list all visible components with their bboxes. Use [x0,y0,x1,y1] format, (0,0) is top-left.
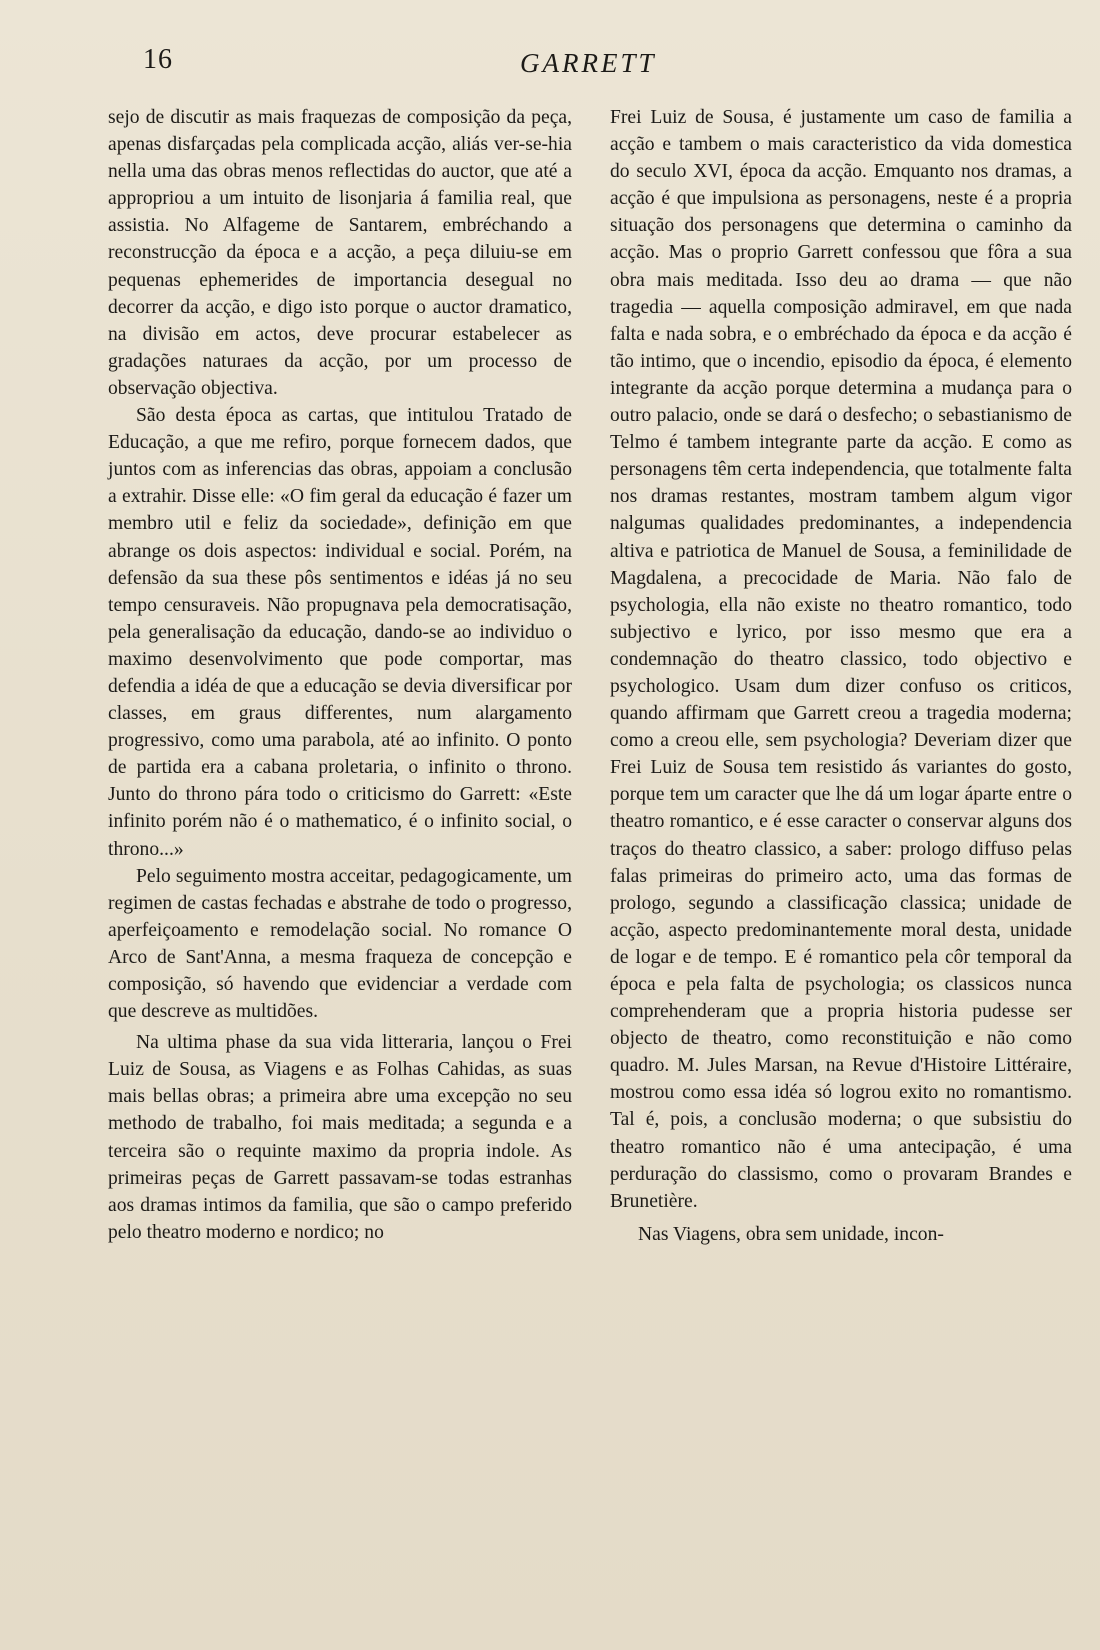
page-number: 16 [143,44,173,75]
left-paragraph-1: sejo de discutir as mais fraquezas de composição da peça, apenas disfarçadas pela complicada acção, aliás ver-se-hia nella uma das obras menos reflectidas do auctor, que até a appropriou a um intuito de lisonjaria á familia real, que assistia. No Alfageme de Santarem, embréchando a reconstrucção da época e a acção, a peça diluiu-se em pequenas ephemerides de importancia desegual no decorrer da acção, e digo isto porque o auctor dramatico, na divisão em actos, deve procurar estabelecer as gradações naturaes da acção, por um processo de observação objectiva. [108,107,572,399]
left-paragraph-2: São desta época as cartas, que intitulou Tratado de Educação, a que me refiro, porque fornecem dados, que juntos com as inferencias das obras, appoiam a conclusão a extrahir. Disse elle: «O fim geral da educação é fazer um membro util e feliz da sociedade», definição em que abrange os dois aspectos: individual e social. Porém, na defensão da sua these pôs sentimentos e idéas já no seu tempo censuraveis. Não propugnava pela democratisação, pela generalisação da educação, dando-se ao individuo o maximo desenvolvimento que pode comportar, mas defendia a idéa de que a educação se devia diversificar por classes, em graus differentes, num alargamento progressivo, como uma parabola, até ao infinito. O ponto de partida era a cabana proletaria, o infinito o throno. Junto do throno pára todo o criticismo do Garrett: «Este infinito porém não é o mathematico, é o infinito social, o throno...» [108,405,572,860]
right-text-column [610,104,1072,1248]
running-title: GARRETT [520,48,657,78]
left-paragraph-3: Pelo seguimento mostra acceitar, pedagogicamente, um regimen de castas fechadas e abstrahe de todo o progresso, aperfeiçoamento e remodelação social. No romance O Arco de Sant'Anna, a mesma fraqueza de concepção e composição, só havendo que evidenciar a verdade com que descreve as multidões. [108,865,572,1023]
right-paragraph-2: Nas Viagens, obra sem unidade, incon- [638,1223,944,1245]
left-text-column [108,104,572,1246]
right-paragraph-1: Frei Luiz de Sousa, é justamente um caso de familia a acção e tambem o mais caracteristico da vida domestica do seculo XVI, época da acção. Emquanto nos dramas, a acção é que impulsiona as personagens, neste é a propria situação dos personagens que determina o caminho da acção. Mas o proprio Garrett confessou que fôra a sua obra mais meditada. Isso deu ao drama — que não tragedia — aquella composição admiravel, em que nada falta e nada sobra, e o embréchado da época e da acção é tão intimo, que o incendio, episodio da época, é elemento integrante da acção porque determina a mudança para o outro palacio, onde se dará o desfecho; o sebastianismo de Telmo é tambem integrante parte da acção. E como as personagens têm certa independencia, que totalmente falta nos dramas restantes, mostram tambem algum vigor nalgumas qualidades predominantes, a independencia altiva e patriotica de Manuel de Sousa, a feminilidade de Magdalena, a precocidade de Maria. Não falo de psychologia, ella não existe no theatro romantico, todo subjectivo e lyrico, por isso mesmo que era a condemnação do theatro classico, todo objectivo e psychologico. Usam dum dizer confuso os criticos, quando affirmam que Garrett creou a tragedia moderna; como a creou elle, sem psychologia? Deveriam dizer que Frei Luiz de Sousa tem resistido ás variantes do gosto, porque tem um caracter que lhe dá um logar áparte entre o theatro romantico, e é esse caracter o conservar alguns dos traços do theatro classico, a saber: prologo diffuso pelas falas primeiras do primeiro acto, uma das formas de prologo, segundo a classificação classica; unidade de acção, aspecto predominantemente moral desta, unidade de logar e de tempo. E é romantico pela côr temporal da época e pela falta de psychologia; os classicos nunca comprehenderam que a propria historia pudesse ser objecto de theatro, como reconstituição e não como quadro. M. Jules Marsan, na Revue d'Histoire Littéraire, mostrou como essa idéa só logrou exito no romantismo. Tal é, pois, a conclusão moderna; o que subsistiu do theatro romantico não é uma antecipação, é uma perduração do classismo, como o provaram Brandes e Brunetière. [610,107,1072,1212]
left-paragraph-4: Na ultima phase da sua vida litteraria, lançou o Frei Luiz de Sousa, as Viagens e as Folhas Cahidas, as suas mais bellas obras; a primeira abre uma excepção no seu methodo de trabalho, foi mais meditada; a segunda e a terceira são o requinte maximo da propria indole. As primeiras peças de Garrett passavam-se todas estranhas aos dramas intimos da familia, que são o campo preferido pelo theatro moderno e nordico; no [108,1032,572,1243]
